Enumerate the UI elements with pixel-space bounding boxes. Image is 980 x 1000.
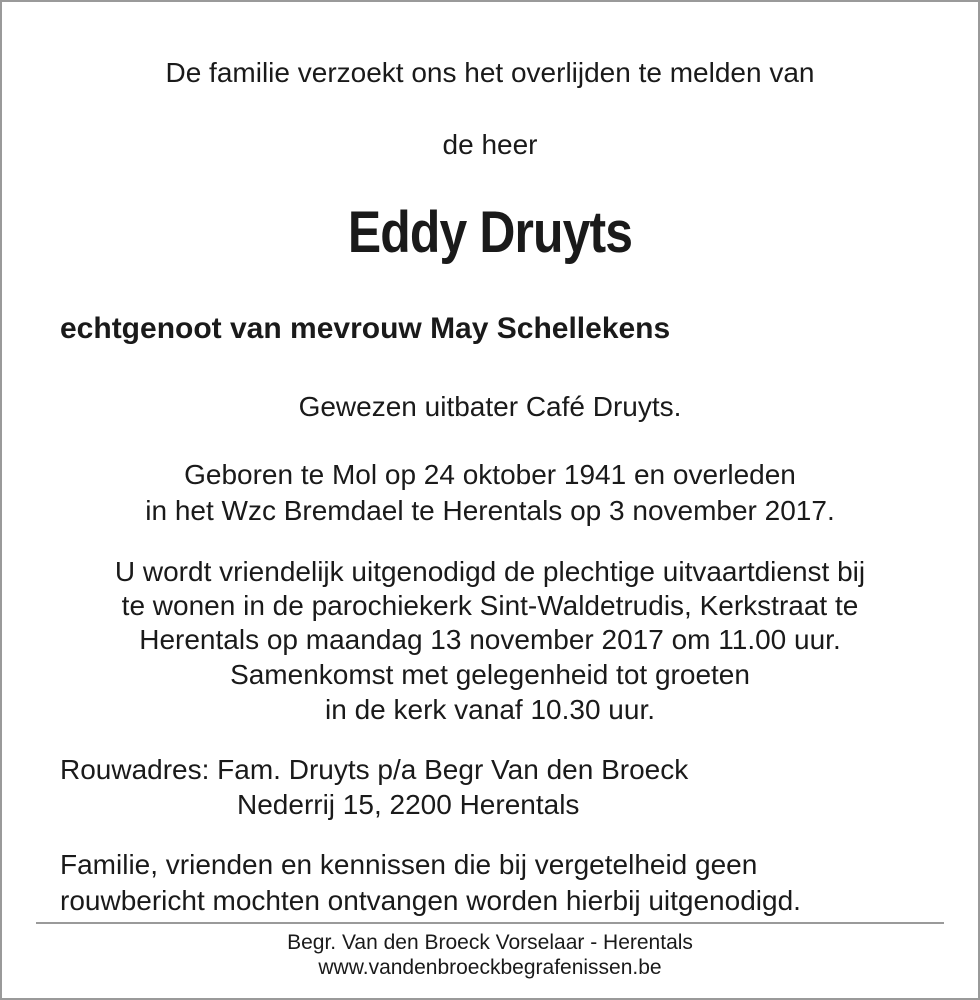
funeral-line: U wordt vriendelijk uitgenodigd de plechtige uitvaartdienst bij — [114, 556, 866, 587]
title-prefix: de heer — [442, 129, 538, 160]
birth-death-line: Geboren te Mol op 24 oktober 1941 en overleden — [184, 459, 796, 490]
birth-death-line: in het Wzc Bremdael te Herentals op 3 november 2017. — [145, 495, 835, 526]
spouse-line: echtgenoot van mevrouw May Schellekens — [60, 312, 671, 345]
intro-text: De familie verzoekt ons het overlijden te melden van — [165, 57, 815, 88]
deceased-name: Eddy Druyts — [347, 200, 633, 265]
funeral-line: Samenkomst met gelegenheid tot groeten — [230, 659, 750, 690]
footer-divider — [36, 922, 944, 924]
funeral-line: in de kerk vanaf 10.30 uur. — [325, 694, 655, 725]
occupation-line: Gewezen uitbater Café Druyts. — [298, 391, 682, 422]
funeral-line: Herentals op maandag 13 november 2017 om 11.00 uur. — [139, 624, 841, 655]
address-line: Nederrij 15, 2200 Herentals — [237, 789, 580, 820]
undertaker-website[interactable]: www.vandenbroeckbegrafenissen.be — [318, 956, 662, 979]
invitation-line: Familie, vrienden en kennissen die bij vergetelheid geen — [60, 849, 758, 880]
funeral-line: te wonen in de parochiekerk Sint-Waldetrudis, Kerkstraat te — [121, 590, 859, 621]
address-line: Rouwadres: Fam. Druyts p/a Begr Van den Broeck — [60, 754, 689, 785]
invitation-line: rouwbericht mochten ontvangen worden hierbij uitgenodigd. — [60, 885, 801, 916]
undertaker-name: Begr. Van den Broeck Vorselaar - Herentals — [287, 931, 693, 954]
